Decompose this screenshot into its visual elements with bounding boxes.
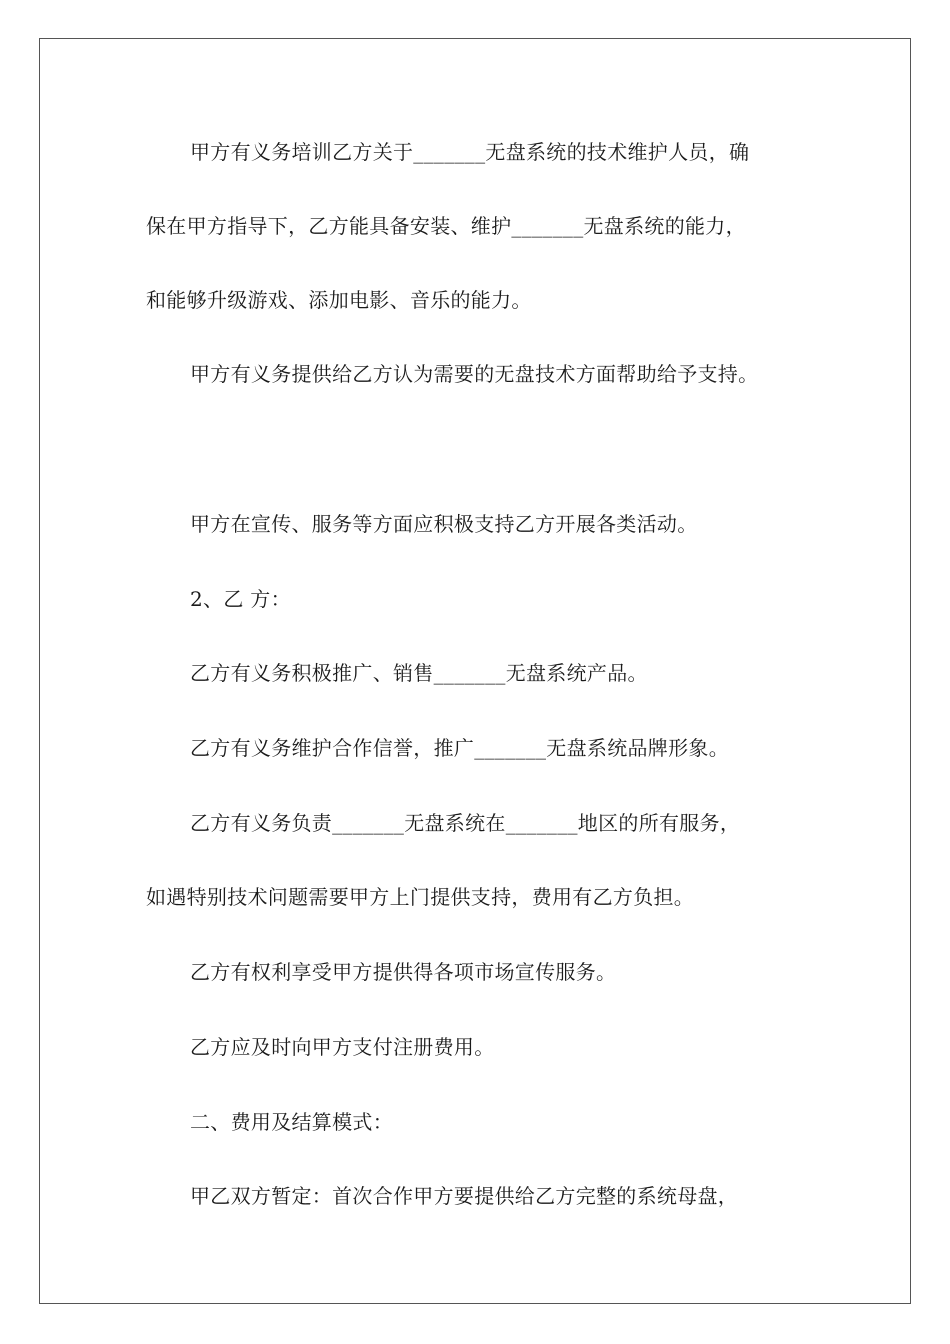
paragraph-line: 甲方在宣传、服务等方面应积极支持乙方开展各类活动。	[190, 512, 698, 536]
paragraph-line: 甲方有义务提供给乙方认为需要的无盘技术方面帮助给予支持。	[190, 362, 759, 386]
paragraph-line: 乙方有权利享受甲方提供得各项市场宣传服务。	[190, 960, 617, 984]
paragraph-line: 如遇特别技术问题需要甲方上门提供支持，费用有乙方负担。	[146, 885, 695, 909]
paragraph-line: 甲乙双方暂定：首次合作甲方要提供给乙方完整的系统母盘，	[190, 1184, 739, 1208]
section-heading: 二、费用及结算模式：	[190, 1110, 393, 1134]
section-heading: 2、乙 方：	[190, 587, 291, 611]
paragraph-line: 乙方有义务维护合作信誉，推广_______无盘系统品牌形象。	[190, 736, 729, 760]
paragraph-line: 和能够升级游戏、添加电影、音乐的能力。	[146, 288, 532, 312]
paragraph-line: 甲方有义务培训乙方关于_______无盘系统的技术维护人员，确	[190, 140, 750, 164]
paragraph-line: 乙方有义务积极推广、销售_______无盘系统产品。	[190, 661, 648, 685]
paragraph-line: 乙方应及时向甲方支付注册费用。	[190, 1035, 495, 1059]
paragraph-line: 保在甲方指导下，乙方能具备安装、维护_______无盘系统的能力，	[146, 214, 746, 238]
paragraph-line: 乙方有义务负责_______无盘系统在_______地区的所有服务，	[190, 811, 741, 835]
